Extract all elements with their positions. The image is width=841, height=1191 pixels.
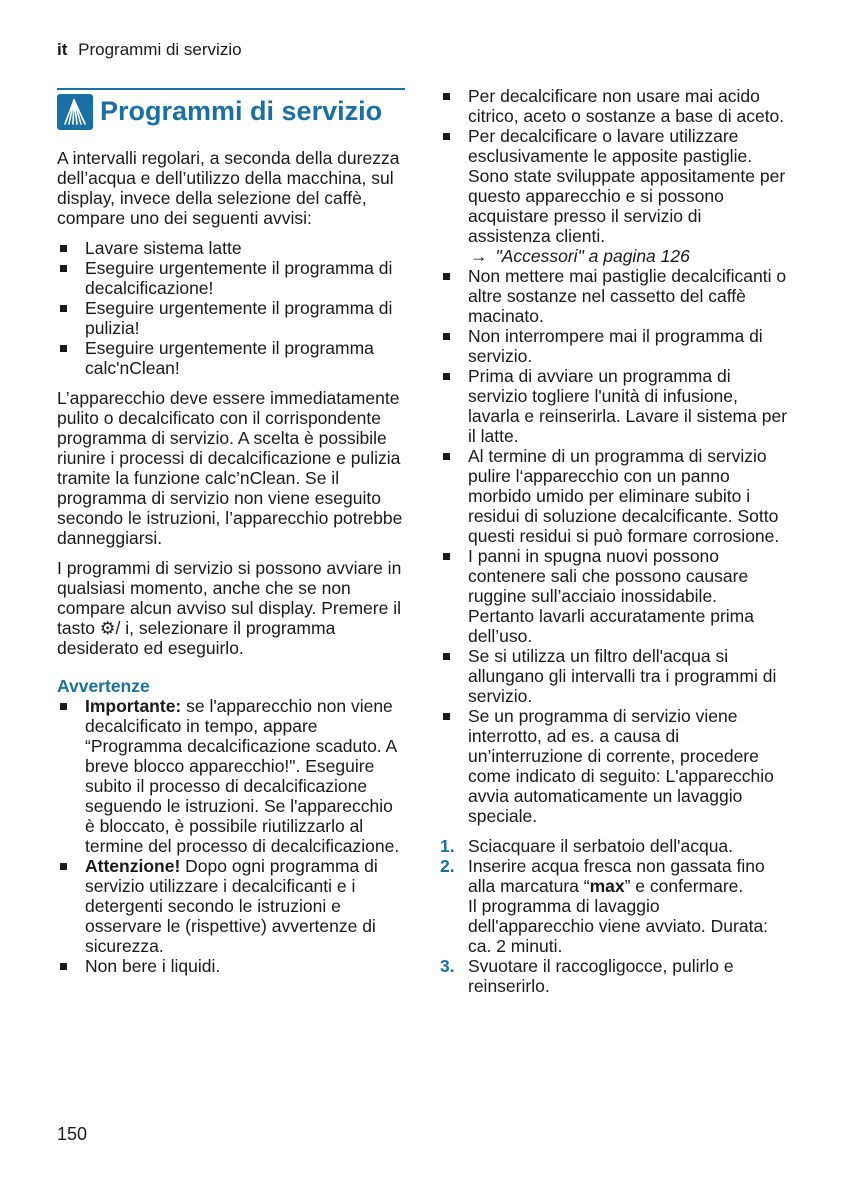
page-number: 150 — [57, 1124, 88, 1144]
list-item: Importante: se l'apparecchio non viene decalcificato in tempo, appare “Programma decalcificazione scaduto. A breve blocco apparecchio!". Eseguire subito il processo di decalcificazione seguendo le istruzioni. Se l'apparecchio è bloccato, è possibile riutilizzarlo al termine del processo di decalcificazione. — [57, 696, 405, 856]
list-item: Per decalcificare o lavare utilizzare esclusivamente le apposite pastiglie. Sono state sviluppate appositamente per questo apparecchio e si possono acquistare presso il servizio di assistenza clienti. → "Accessori" a pagina 126 — [440, 126, 788, 266]
bullet-icon — [443, 653, 450, 660]
cross-reference-link[interactable]: → "Accessori" a pagina 126 — [470, 246, 690, 266]
bullet-icon — [443, 93, 450, 100]
paragraph: L’apparecchio deve essere immediatamente pulito o decalcificato con il corrispondente programma di servizio. A scelta è possibile riunire i processi di decalcificazione e pulizia tramite la funzione calc’nClean. Se il programma di servizio non viene eseguito secondo le istruzioni, l’apparecchio potrebbe danneggiarsi. — [57, 388, 403, 548]
list-item: Prima di avviare un programma di servizio togliere l'unità di infusione, lavarla e reinserirla. Lavare il sistema per il latte. — [440, 366, 788, 446]
bullet-icon — [443, 133, 450, 140]
bullet-icon — [443, 453, 450, 460]
running-header — [57, 40, 242, 60]
list-item: Al termine di un programma di servizio pulire l‘apparecchio con un panno morbido umido per eliminare subito i residui di soluzione decalcificante. Sotto questi residui si può formare corrosione. — [440, 446, 788, 546]
notice-list — [57, 238, 405, 378]
intro-paragraph: A intervalli regolari, a seconda della durezza dell’acqua e dell’utilizzo della macchina, sul display, invece della selezione del caffè, compare uno dei seguenti avvisi: — [57, 148, 400, 228]
list-item: Non mettere mai pastiglie decalcificanti o altre sostanze nel cassetto del caffè macinato. — [440, 266, 788, 326]
step-item: 3. Svuotare il raccogligocce, pulirlo e reinserirlo. — [440, 956, 734, 996]
list-item: Eseguire urgentemente il programma calc'nClean! — [57, 338, 405, 378]
bullet-icon — [60, 863, 67, 870]
list-item: Se un programma di servizio viene interrotto, ad es. a causa di un’interruzione di corrente, procedere come indicato di seguito: L'apparecchio avvia automaticamente un lavaggio speciale. — [440, 706, 788, 826]
list-item: Non bere i liquidi. — [57, 956, 405, 976]
section-title-bar — [57, 88, 405, 132]
service-program-icon — [57, 94, 93, 130]
language-code: it — [57, 40, 68, 59]
bullet-icon — [60, 345, 67, 352]
list-item: Se si utilizza un filtro dell'acqua si allungano gli intervalli tra i programmi di servizio. — [440, 646, 788, 706]
header-section: Programmi di servizio — [78, 40, 242, 59]
bullet-icon — [443, 273, 450, 280]
bullet-icon — [443, 553, 450, 560]
list-item: Eseguire urgentemente il programma di decalcificazione! — [57, 258, 405, 298]
warnings-heading: Avvertenze — [57, 676, 150, 696]
warnings-list-continued — [440, 86, 788, 826]
right-column — [440, 86, 788, 996]
step-result: Il programma di lavaggio dell'apparecchio viene avviato. Durata: ca. 2 minuti. — [468, 896, 769, 956]
bullet-icon — [60, 265, 67, 272]
bullet-icon — [60, 703, 67, 710]
page-title: Programmi di servizio — [100, 96, 383, 126]
bullet-icon — [60, 245, 67, 252]
bullet-icon — [60, 305, 67, 312]
warnings-list — [57, 696, 405, 976]
step-item: 2. Inserire acqua fresca non gassata fino alla marcatura “max” e confermare. Il programma di lavaggio dell'apparecchio viene avviato. Durata: ca. 2 minuti. — [440, 856, 788, 956]
left-column — [57, 88, 405, 986]
bullet-icon — [443, 333, 450, 340]
list-item: Eseguire urgentemente il programma di pulizia! — [57, 298, 405, 338]
bullet-icon — [443, 713, 450, 720]
arrow-right-icon: → — [470, 246, 488, 266]
step-item: 1. Sciacquare il serbatoio dell'acqua. — [440, 836, 734, 856]
bullet-icon — [60, 963, 67, 970]
list-item: Per decalcificare non usare mai acido citrico, aceto o sostanze a base di aceto. — [440, 86, 788, 126]
steps-list — [440, 836, 788, 996]
bullet-icon — [443, 373, 450, 380]
list-item: Attenzione! Dopo ogni programma di servizio utilizzare i decalcificanti e i detergenti secondo le istruzioni e osservare le (rispettive) avvertenze di sicurezza. — [57, 856, 405, 956]
list-item: I panni in spugna nuovi possono contenere sali che possono causare ruggine sull’acciaio inossidabile. Pertanto lavarli accuratamente prima dell’uso. — [440, 546, 788, 646]
list-item: Lavare sistema latte — [57, 238, 405, 258]
paragraph: I programmi di servizio si possono avviare in qualsiasi momento, anche che se non compare alcun avviso sul display. Premere il tasto ⚙/ i, selezionare il programma desiderato ed eseguirlo. — [57, 558, 402, 658]
list-item: Non interrompere mai il programma di servizio. — [440, 326, 788, 366]
